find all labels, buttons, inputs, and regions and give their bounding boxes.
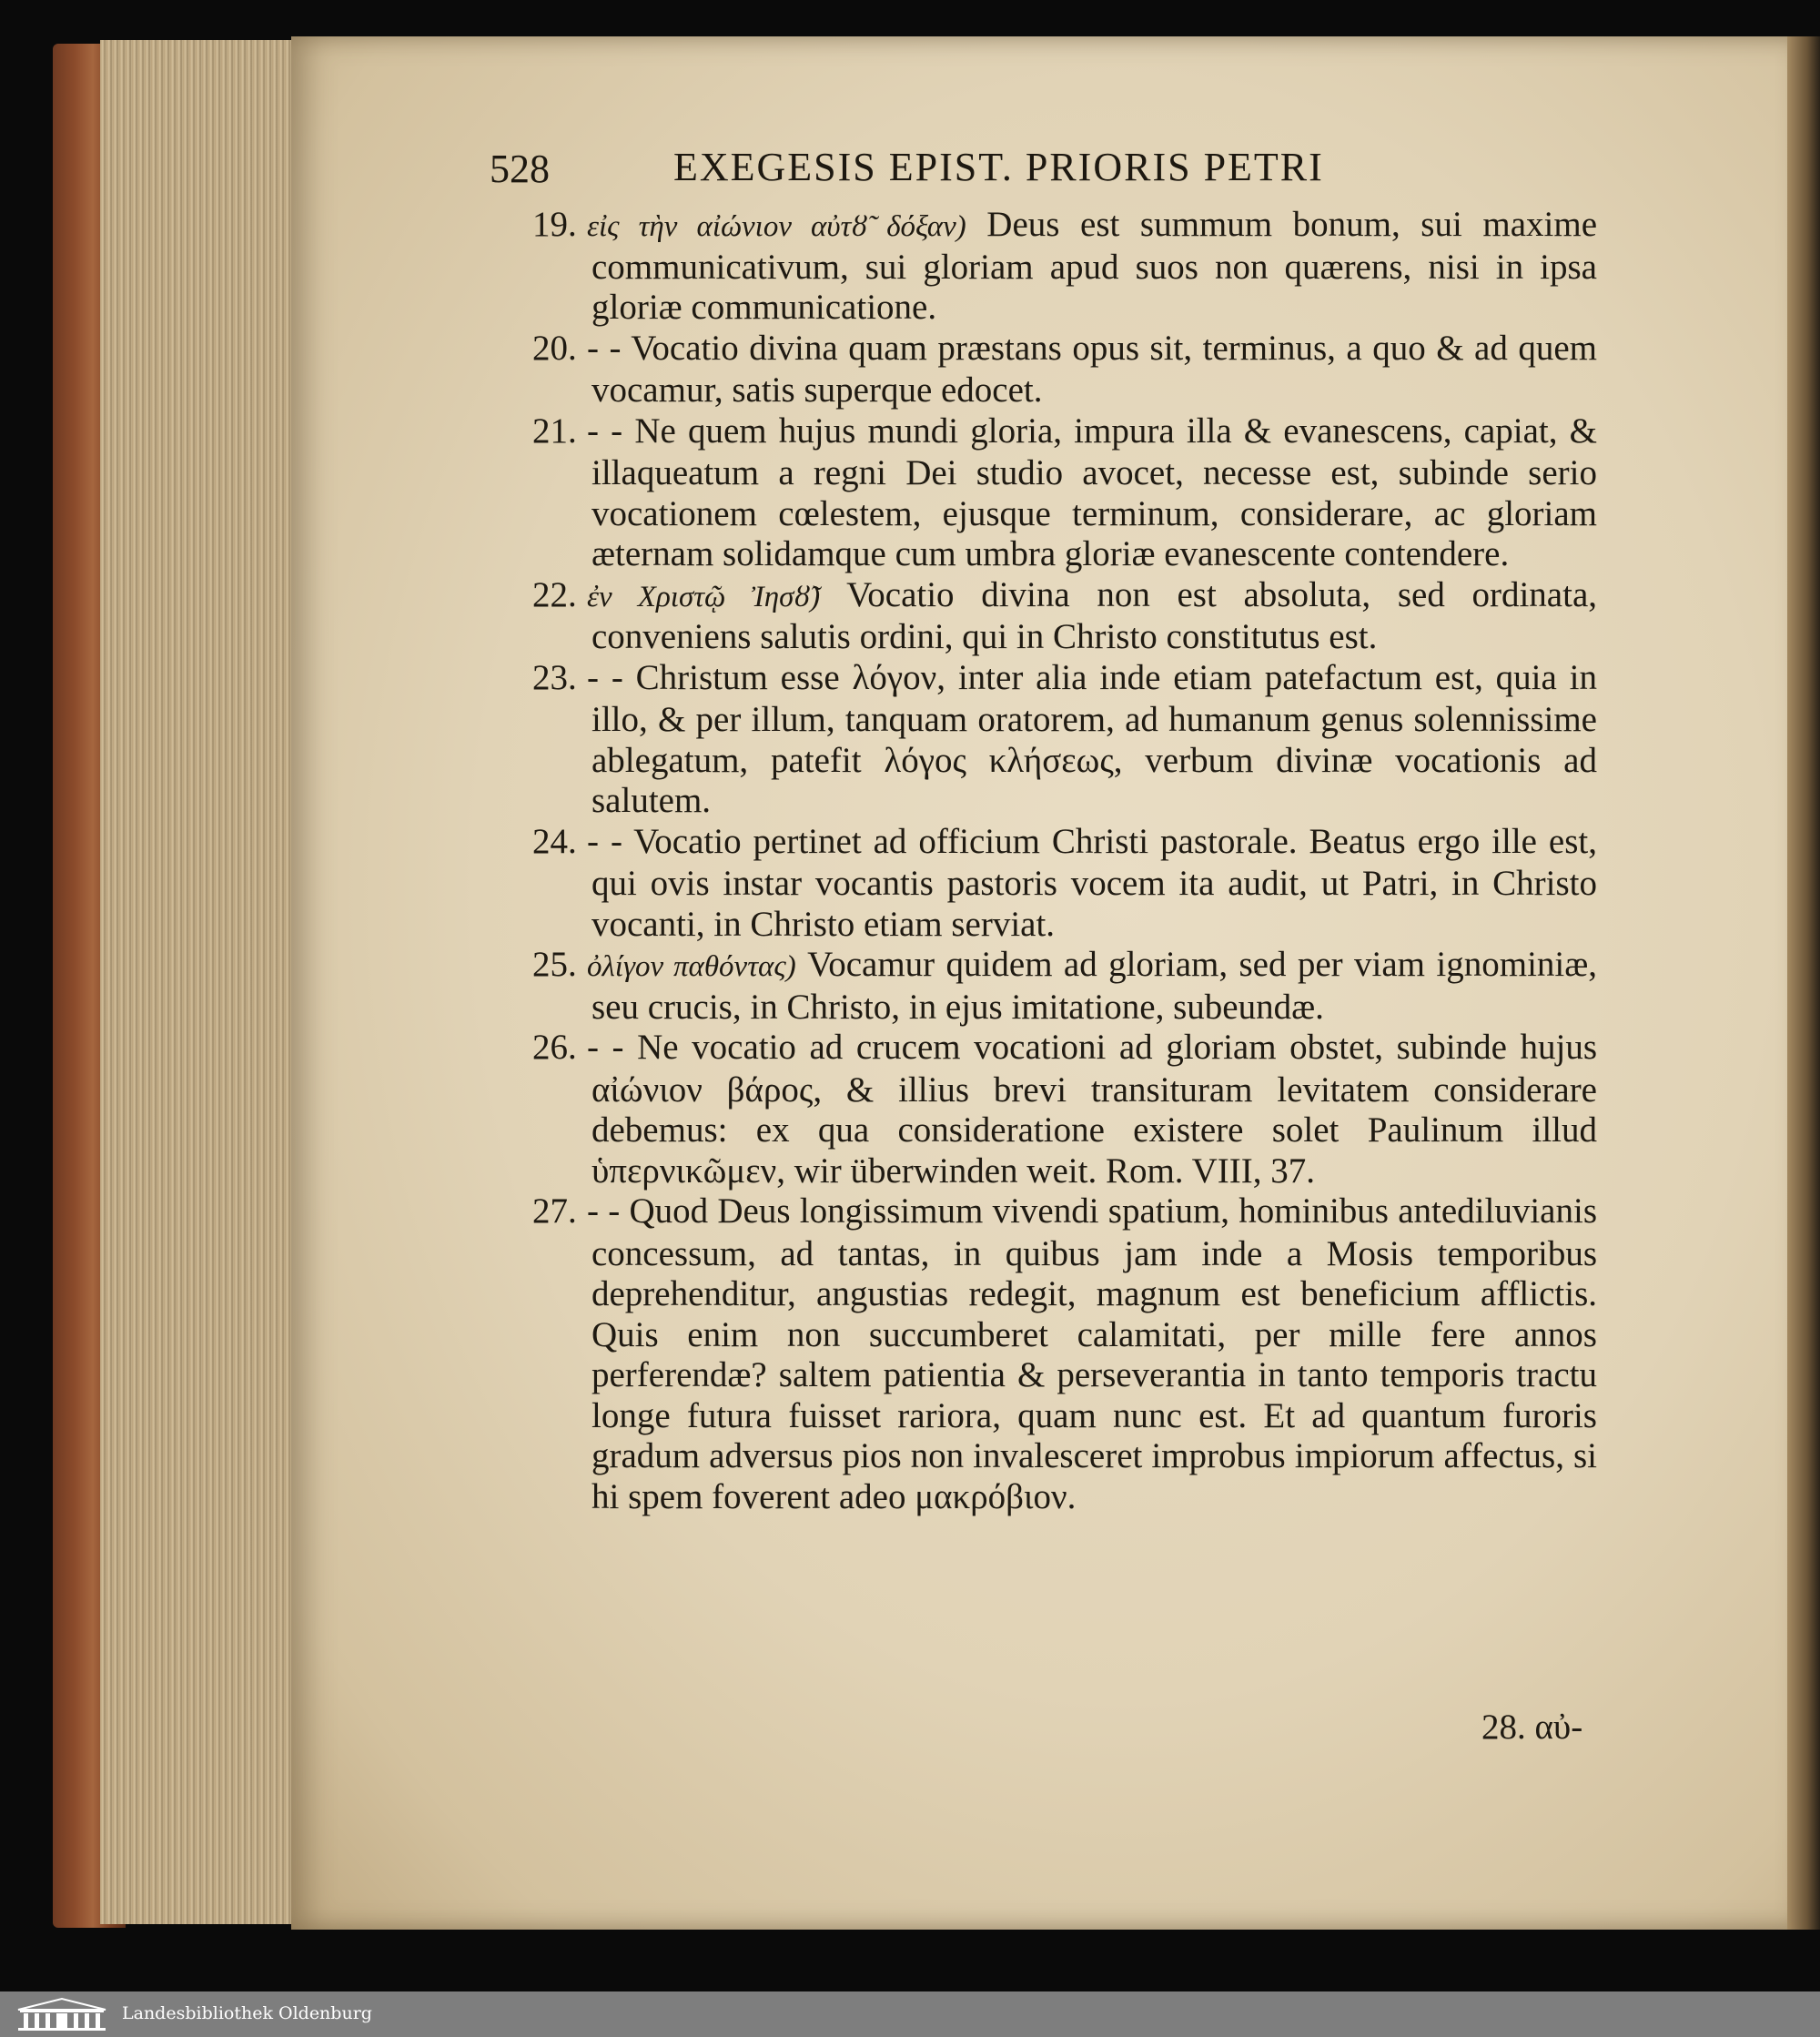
page-gutter <box>1787 36 1820 1930</box>
running-head: EXEGESIS EPIST. PRIORIS PETRI <box>673 145 1324 189</box>
paragraph-number: 19. <box>532 205 577 244</box>
paragraph-text: Deus est summum bonum, sui maxime communicativum, sui gloriam apud suos non quærens, nisi in ipsa gloriæ communicatione. <box>592 205 1597 327</box>
paragraph-number: 26. <box>532 1028 577 1067</box>
paragraph-text: - - Ne vocatio ad crucem vocationi ad gloriam obstet, subinde hujus αἰώνιον βάρος, & illius brevi transituram levitatem considerare debemus: ex qua consideratione existere solet Paulinum illud ὑπερνικῶμεν, wir überwinden weit. Rom. VIII, 37. <box>587 1028 1597 1191</box>
paragraph-number: 21. <box>532 410 577 451</box>
paragraph-19 <box>532 205 1597 329</box>
paragraph-text: - - Vocatio pertinet ad officium Christi pastorale. Beatus ergo ille est, qui ovis instar vocantis pastoris vocem ita audit, ut Patri, in Christo vocanti, in Christo etiam serviat. <box>587 821 1597 944</box>
paragraph-22 <box>532 575 1597 658</box>
footer-bar <box>0 1991 1820 2037</box>
paragraph-number: 23. <box>532 657 577 697</box>
paragraph-number: 27. <box>532 1191 577 1231</box>
paragraph-number: 22. <box>532 574 577 614</box>
library-building-icon <box>16 1997 107 2032</box>
paragraph-24 <box>532 822 1597 946</box>
page-number: 528 <box>490 147 550 191</box>
paragraph-text: - - Christum esse λόγον, inter alia inde etiam patefactum est, quia in illo, & per illum, tanquam oratorem, ad humanum genus solennissime ablegatum, patefit λόγος κλήσεως, verbum divinæ vocationis ad salutem. <box>587 657 1597 820</box>
paragraph-text: Vocatio divina non est absoluta, sed ordinata, conveniens salutis ordini, qui in Christo constitutus est. <box>592 574 1598 656</box>
paragraph-text: - - Vocatio divina quam præstans opus sit, terminus, a quo & ad quem vocamur, satis superque edocet. <box>587 328 1597 410</box>
paragraph-27 <box>532 1191 1597 1517</box>
library-label: Landesbibliothek Oldenburg <box>122 2003 372 2023</box>
catchword: 28. αὐ- <box>1481 1708 1583 1747</box>
page-text <box>532 205 1597 1517</box>
page-stack-edge <box>100 40 300 1924</box>
paragraph-20 <box>532 329 1597 411</box>
greek-lemma: εἰς τὴν αἰώνιον αὐτȣ̃ δόξαν) <box>587 210 966 243</box>
paragraph-25 <box>532 945 1597 1028</box>
paragraph-text: Vocamur quidem ad gloriam, sed per viam ignominiæ, seu crucis, in Christo, in ejus imitatione, subeundæ. <box>592 945 1597 1027</box>
paragraph-text: - - Quod Deus longissimum vivendi spatium, hominibus antediluvianis concessum, ad tantas, in quibus jam inde a Mosis temporibus deprehenditur, angustias redegit, magnum est beneficium afflictis. Quis enim non succumberet calamitati, per mille fere annos perferendæ? saltem patientia & perseverantia in tanto temporis tractu longe futura fuisset rariora, quam nunc est. Et ad quantum furoris gradum adversus pios non invalesceret improbus impiorum affectus, si hi spem foverent adeo μακρόβιον. <box>587 1191 1597 1516</box>
paragraph-23 <box>532 658 1597 822</box>
paragraph-26 <box>532 1028 1597 1191</box>
paragraph-text: - - Ne quem hujus mundi gloria, impura illa & evanescens, capiat, & illaqueatum a regni Dei studio avocet, necesse est, subinde serio vocationem cœlestem, ejusque terminum, considerare, ac gloriam æternam solidamque cum umbra gloriæ evanescente contendere. <box>587 410 1597 573</box>
paragraph-number: 24. <box>532 821 577 861</box>
greek-lemma: ὀλίγον παθόντας) <box>587 950 796 983</box>
greek-lemma: ἐν Χριστῷ Ἰησȣ̃) <box>587 580 821 613</box>
paragraph-number: 20. <box>532 328 577 368</box>
paragraph-21 <box>532 411 1597 575</box>
paragraph-number: 25. <box>532 945 577 984</box>
